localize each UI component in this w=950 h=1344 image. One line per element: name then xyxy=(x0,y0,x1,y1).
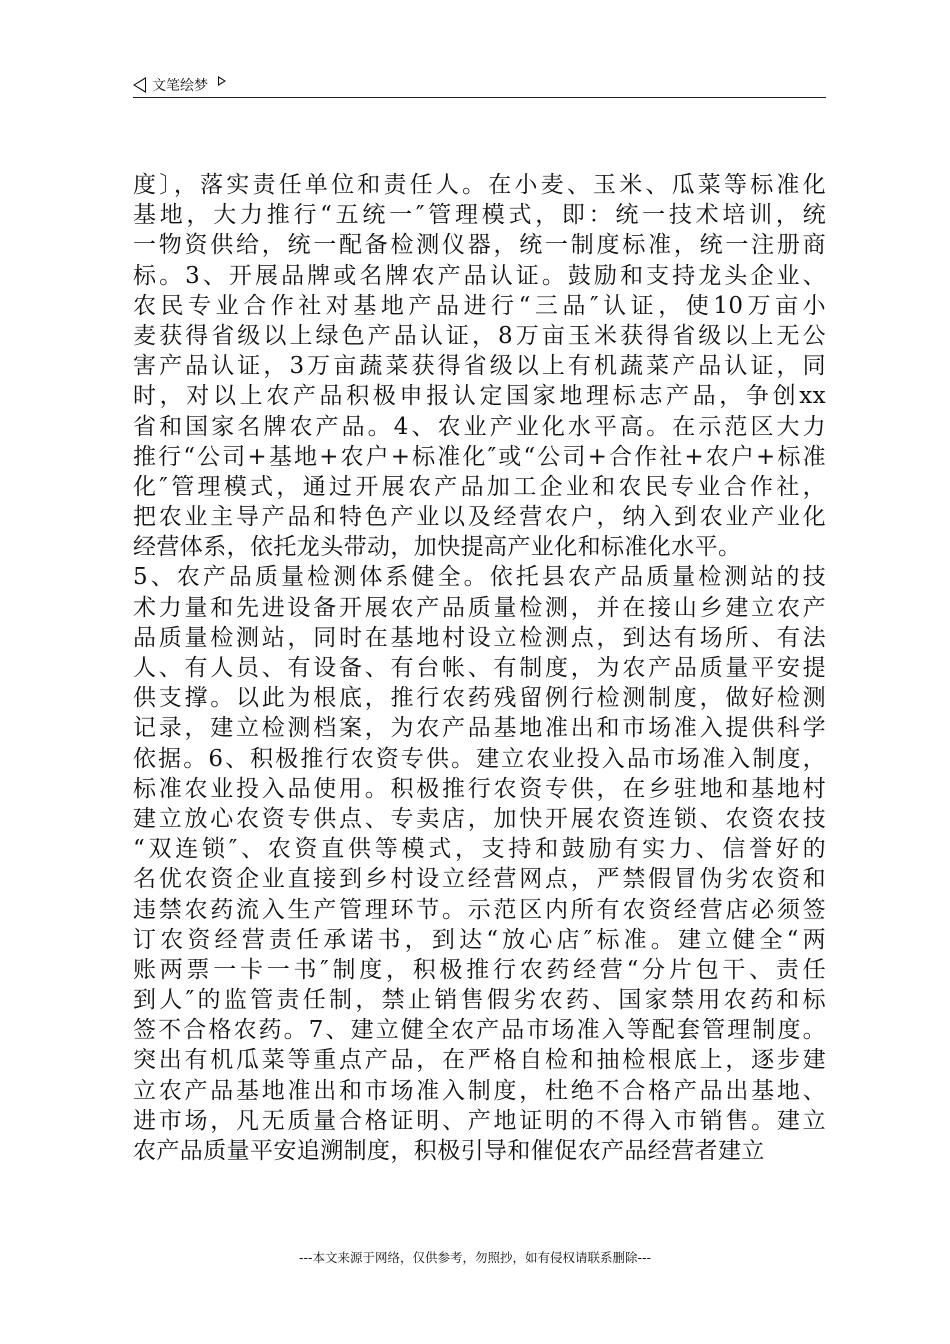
text-line: 记录，建立检测档案，为农产品基地准出和市场准入提供科学 xyxy=(133,715,826,742)
text-line: 违禁农药流入生产管理环节。示范区内所有农资经营店必须签 xyxy=(133,896,826,923)
text-line: 依据。6、积极推行农资专供。建立农业投入品市场准入制度， xyxy=(133,745,826,772)
text-line: 经营体系，依托龙头带动，加快提高产业化和标准化水平。 xyxy=(133,534,742,561)
text-line: 突出有机瓜菜等重点产品，在严格自检和抽检根底上，逐步建 xyxy=(133,1047,826,1074)
text-line: 害产品认证，3万亩蔬菜获得省级以上有机蔬菜产品认证，同 xyxy=(133,353,826,380)
text-line: 省和国家名牌农产品。4、农业产业化水平高。在示范区大力 xyxy=(133,413,826,440)
text-line: 品质量检测站，同时在基地村设立检测点，到达有场所、有法 xyxy=(133,624,826,651)
text-line: 5、农产品质量检测体系健全。依托县农产品质量检测站的技 xyxy=(133,564,826,591)
text-line: 麦获得省级以上绿色产品认证，8万亩玉米获得省级以上无公 xyxy=(133,322,826,349)
text-line: 建立放心农资专供点、专卖店，加快开展农资连锁、农资农技 xyxy=(133,805,826,832)
body-paragraph xyxy=(133,170,826,1166)
text-line: 术力量和先进设备开展农产品质量检测，并在接山乡建立农产 xyxy=(133,594,826,621)
text-line: 一物资供给，统一配备检测仪器，统一制度标准，统一注册商 xyxy=(133,232,826,259)
text-line: 把农业主导产品和特色产业以及经营农户，纳入到农业产业化 xyxy=(133,504,826,531)
text-line: 进市场，凡无质量合格证明、产地证明的不得入市销售。建立 xyxy=(133,1107,826,1134)
text-line: 订农资经营责任承诺书，到达“放心店″标准。建立健全“两 xyxy=(133,926,826,953)
header-divider xyxy=(133,97,826,98)
text-line: 推行“公司+基地+农户+标准化″或“公司+合作社+农户+标准 xyxy=(133,443,826,470)
text-line: 农产品质量平安追溯制度，积极引导和催促农产品经营者建立 xyxy=(133,1138,765,1164)
text-line: 人、有人员、有设备、有台帐、有制度，为农产品质量平安提 xyxy=(133,655,826,681)
header-title: 文笔绘梦 xyxy=(152,78,208,94)
text-line: 账两票一卡一书″制度，积极推行农药经营“分片包干、责任 xyxy=(133,956,826,983)
text-line: 度〕，落实责任单位和责任人。在小麦、玉米、瓜菜等标准化 xyxy=(133,172,826,198)
text-line: 供支撑。以此为根底，推行农药残留例行检测制度，做好检测 xyxy=(133,685,826,712)
text-line: 名优农资企业直接到乡村设立经营网点，严禁假冒伪劣农资和 xyxy=(133,866,826,893)
page-header xyxy=(133,74,226,96)
text-line: 标准农业投入品使用。积极推行农资专供，在乡驻地和基地村 xyxy=(133,775,826,802)
footer-disclaimer: ---本文来源于网络，仅供参考，勿照抄，如有侵权请联系删除--- xyxy=(298,1250,652,1265)
text-line: 化″管理模式，通过开展农产品加工企业和农民专业合作社， xyxy=(133,473,826,500)
right-triangle-icon xyxy=(218,76,226,86)
text-line: “双连锁″、农资直供等模式，支持和鼓励有实力、信誉好的 xyxy=(133,836,826,863)
text-line: 到人″的监管责任制，禁止销售假劣农药、国家禁用农药和标 xyxy=(133,987,826,1014)
left-triangle-icon xyxy=(133,77,146,93)
text-line: 基地，大力推行“五统一″管理模式，即：统一技术培训，统 xyxy=(133,202,826,229)
text-line: 立农产品基地准出和市场准入制度，杜绝不合格产品出基地、 xyxy=(133,1077,826,1104)
text-line: 时，对以上农产品积极申报认定国家地理标志产品，争创xx xyxy=(133,383,826,410)
text-line: 签不合格农药。7、建立健全农产品市场准入等配套管理制度。 xyxy=(133,1017,826,1044)
text-line: 标。3、开展品牌或名牌农产品认证。鼓励和支持龙头企业、 xyxy=(133,262,826,289)
text-line: 农民专业合作社对基地产品进行“三品″认证，使10万亩小 xyxy=(133,292,826,319)
